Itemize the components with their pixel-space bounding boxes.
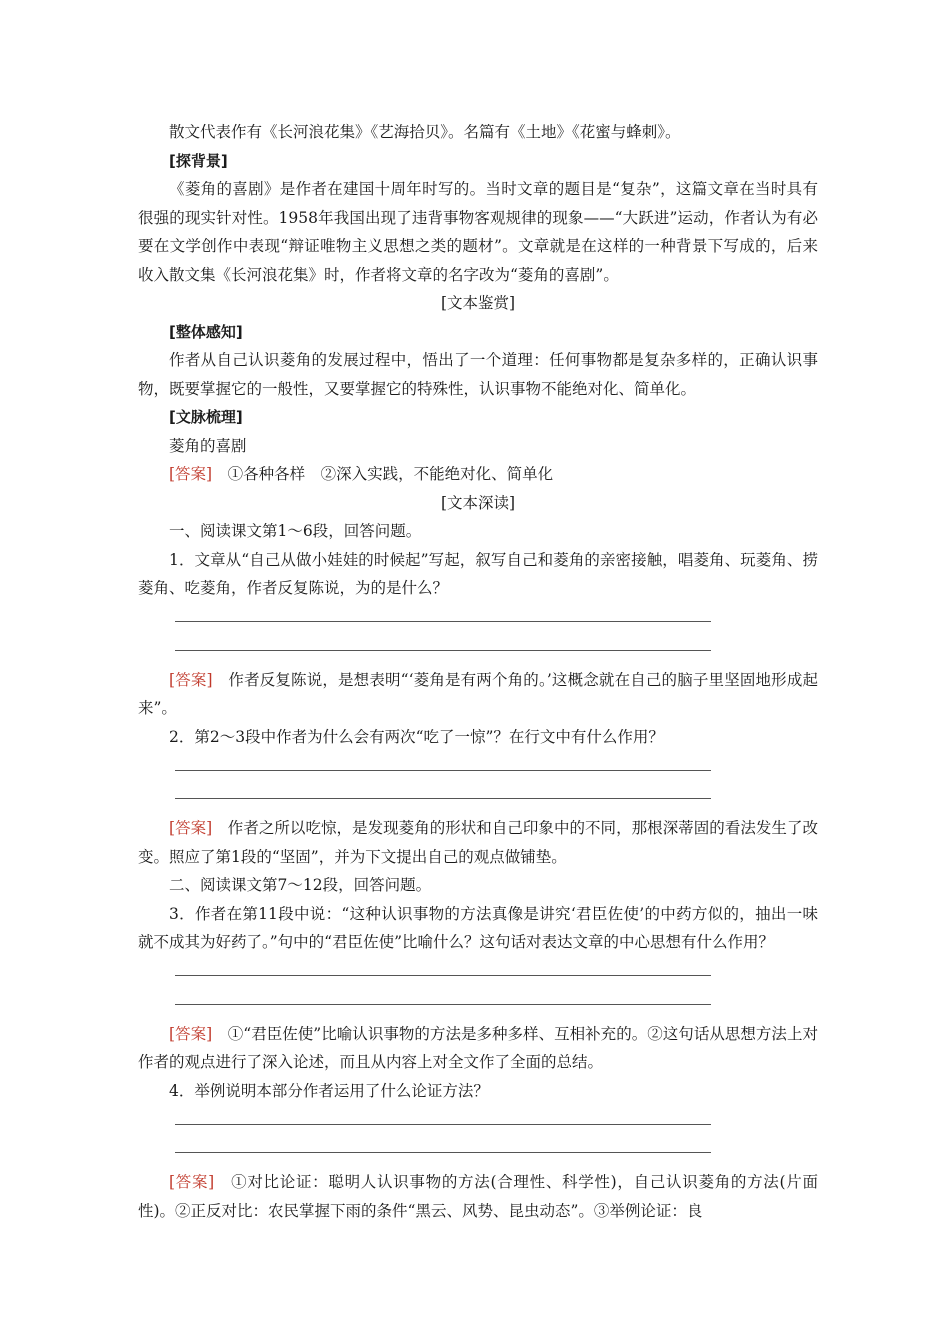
question-2: 2．第2～3段中作者为什么会有两次“吃了一惊”？在行文中有什么作用？: [169, 727, 664, 746]
structure-answer: [138, 460, 818, 489]
document-body: [138, 118, 818, 1225]
answer-2: [138, 814, 818, 871]
answer-tag: [答案]: [169, 465, 213, 483]
answer-tag: [答案]: [169, 670, 213, 689]
answer-line: [175, 780, 711, 809]
answer-text: 作者反复陈说，是想表明“‘菱角是有两个角的。’这概念就在自己的脑子里坚固地形成起来”。: [138, 670, 818, 717]
overall-text: 作者从自己认识菱角的发展过程中，悟出了一个道理：任何事物都是复杂多样的，正确认识事物，既要掌握它的一般性，又要掌握它的特殊性，认识事物不能绝对化、简单化。: [138, 351, 818, 398]
answer-line: [175, 957, 711, 986]
answer-line: [175, 1105, 711, 1134]
answer-3: [138, 1020, 818, 1077]
background-heading: [探背景]: [169, 151, 228, 170]
answer-line: [175, 1134, 711, 1163]
answer-line: [175, 751, 711, 780]
deep-reading-title: [文本深读]: [440, 493, 516, 512]
answer-text: ①各种各样 ②深入实践，不能绝对化、简单化: [227, 465, 554, 483]
question-4: 4．举例说明本部分作者运用了什么论证方法？: [169, 1081, 489, 1100]
answer-1: [138, 666, 818, 723]
answer-4: [138, 1168, 818, 1225]
answer-tag: [答案]: [169, 1024, 213, 1043]
part-two-instruction: 二、阅读课文第7～12段，回答问题。: [169, 876, 432, 894]
answer-line: [175, 631, 711, 660]
answer-text: ①“君臣佐使”比喻认识事物的方法是多种多样、互相补充的。②这句话从思想方法上对作者的观点进行了深入论述，而且从内容上对全文作了全面的总结。: [138, 1024, 818, 1071]
answer-text: 作者之所以吃惊，是发现菱角的形状和自己印象中的不同，那根深蒂固的看法发生了改变。照应了第1段的“坚固”，并为下文提出自己的观点做铺垫。: [138, 819, 818, 866]
structure-heading: [文脉梳理]: [169, 408, 243, 426]
answer-tag: [答案]: [169, 819, 213, 837]
part-one-instruction: 一、阅读课文第1～6段，回答问题。: [169, 522, 422, 540]
structure-text: 菱角的喜剧: [169, 436, 247, 455]
answer-text: ①对比论证：聪明人认识事物的方法(合理性、科学性)，自己认识菱角的方法(片面性)。②正反对比：农民掌握下雨的条件“黑云、风势、昆虫动态”。③举例论证：良: [138, 1173, 818, 1220]
answer-tag: [答案]: [169, 1173, 215, 1191]
appreciation-title: [文本鉴赏]: [440, 294, 516, 312]
answer-line: [175, 603, 711, 632]
background-text: 《菱角的喜剧》是作者在建国十周年时写的。当时文章的题目是“复杂”，这篇文章在当时具有很强的现实针对性。1958年我国出现了违背事物客观规律的现象——“大跃进”运动，作者认为有必要在文学创作中表现“辩证唯物主义思想之类的题材”。文章就是在这样的一种背景下写成的，后来收入散文集《长河浪花集》时，作者将文章的名字改为“菱角的喜剧”。: [138, 180, 818, 284]
overall-heading: [整体感知]: [169, 322, 243, 341]
intro-line: 散文代表作有《长河浪花集》《艺海拾贝》。名篇有《土地》《花蜜与蜂刺》。: [169, 123, 681, 141]
answer-line: [175, 985, 711, 1014]
question-3: 3．作者在第11段中说：“这种认识事物的方法真像是讲究‘君臣佐使’的中药方似的，抽出一味就不成其为好药了。”句中的“君臣佐使”比喻什么？这句话对表达文章的中心思想有什么作用？: [138, 904, 818, 951]
question-1: 1．文章从“自己从做小娃娃的时候起”写起，叙写自己和菱角的亲密接触，唱菱角、玩菱角、捞菱角、吃菱角，作者反复陈说，为的是什么？: [138, 550, 818, 597]
